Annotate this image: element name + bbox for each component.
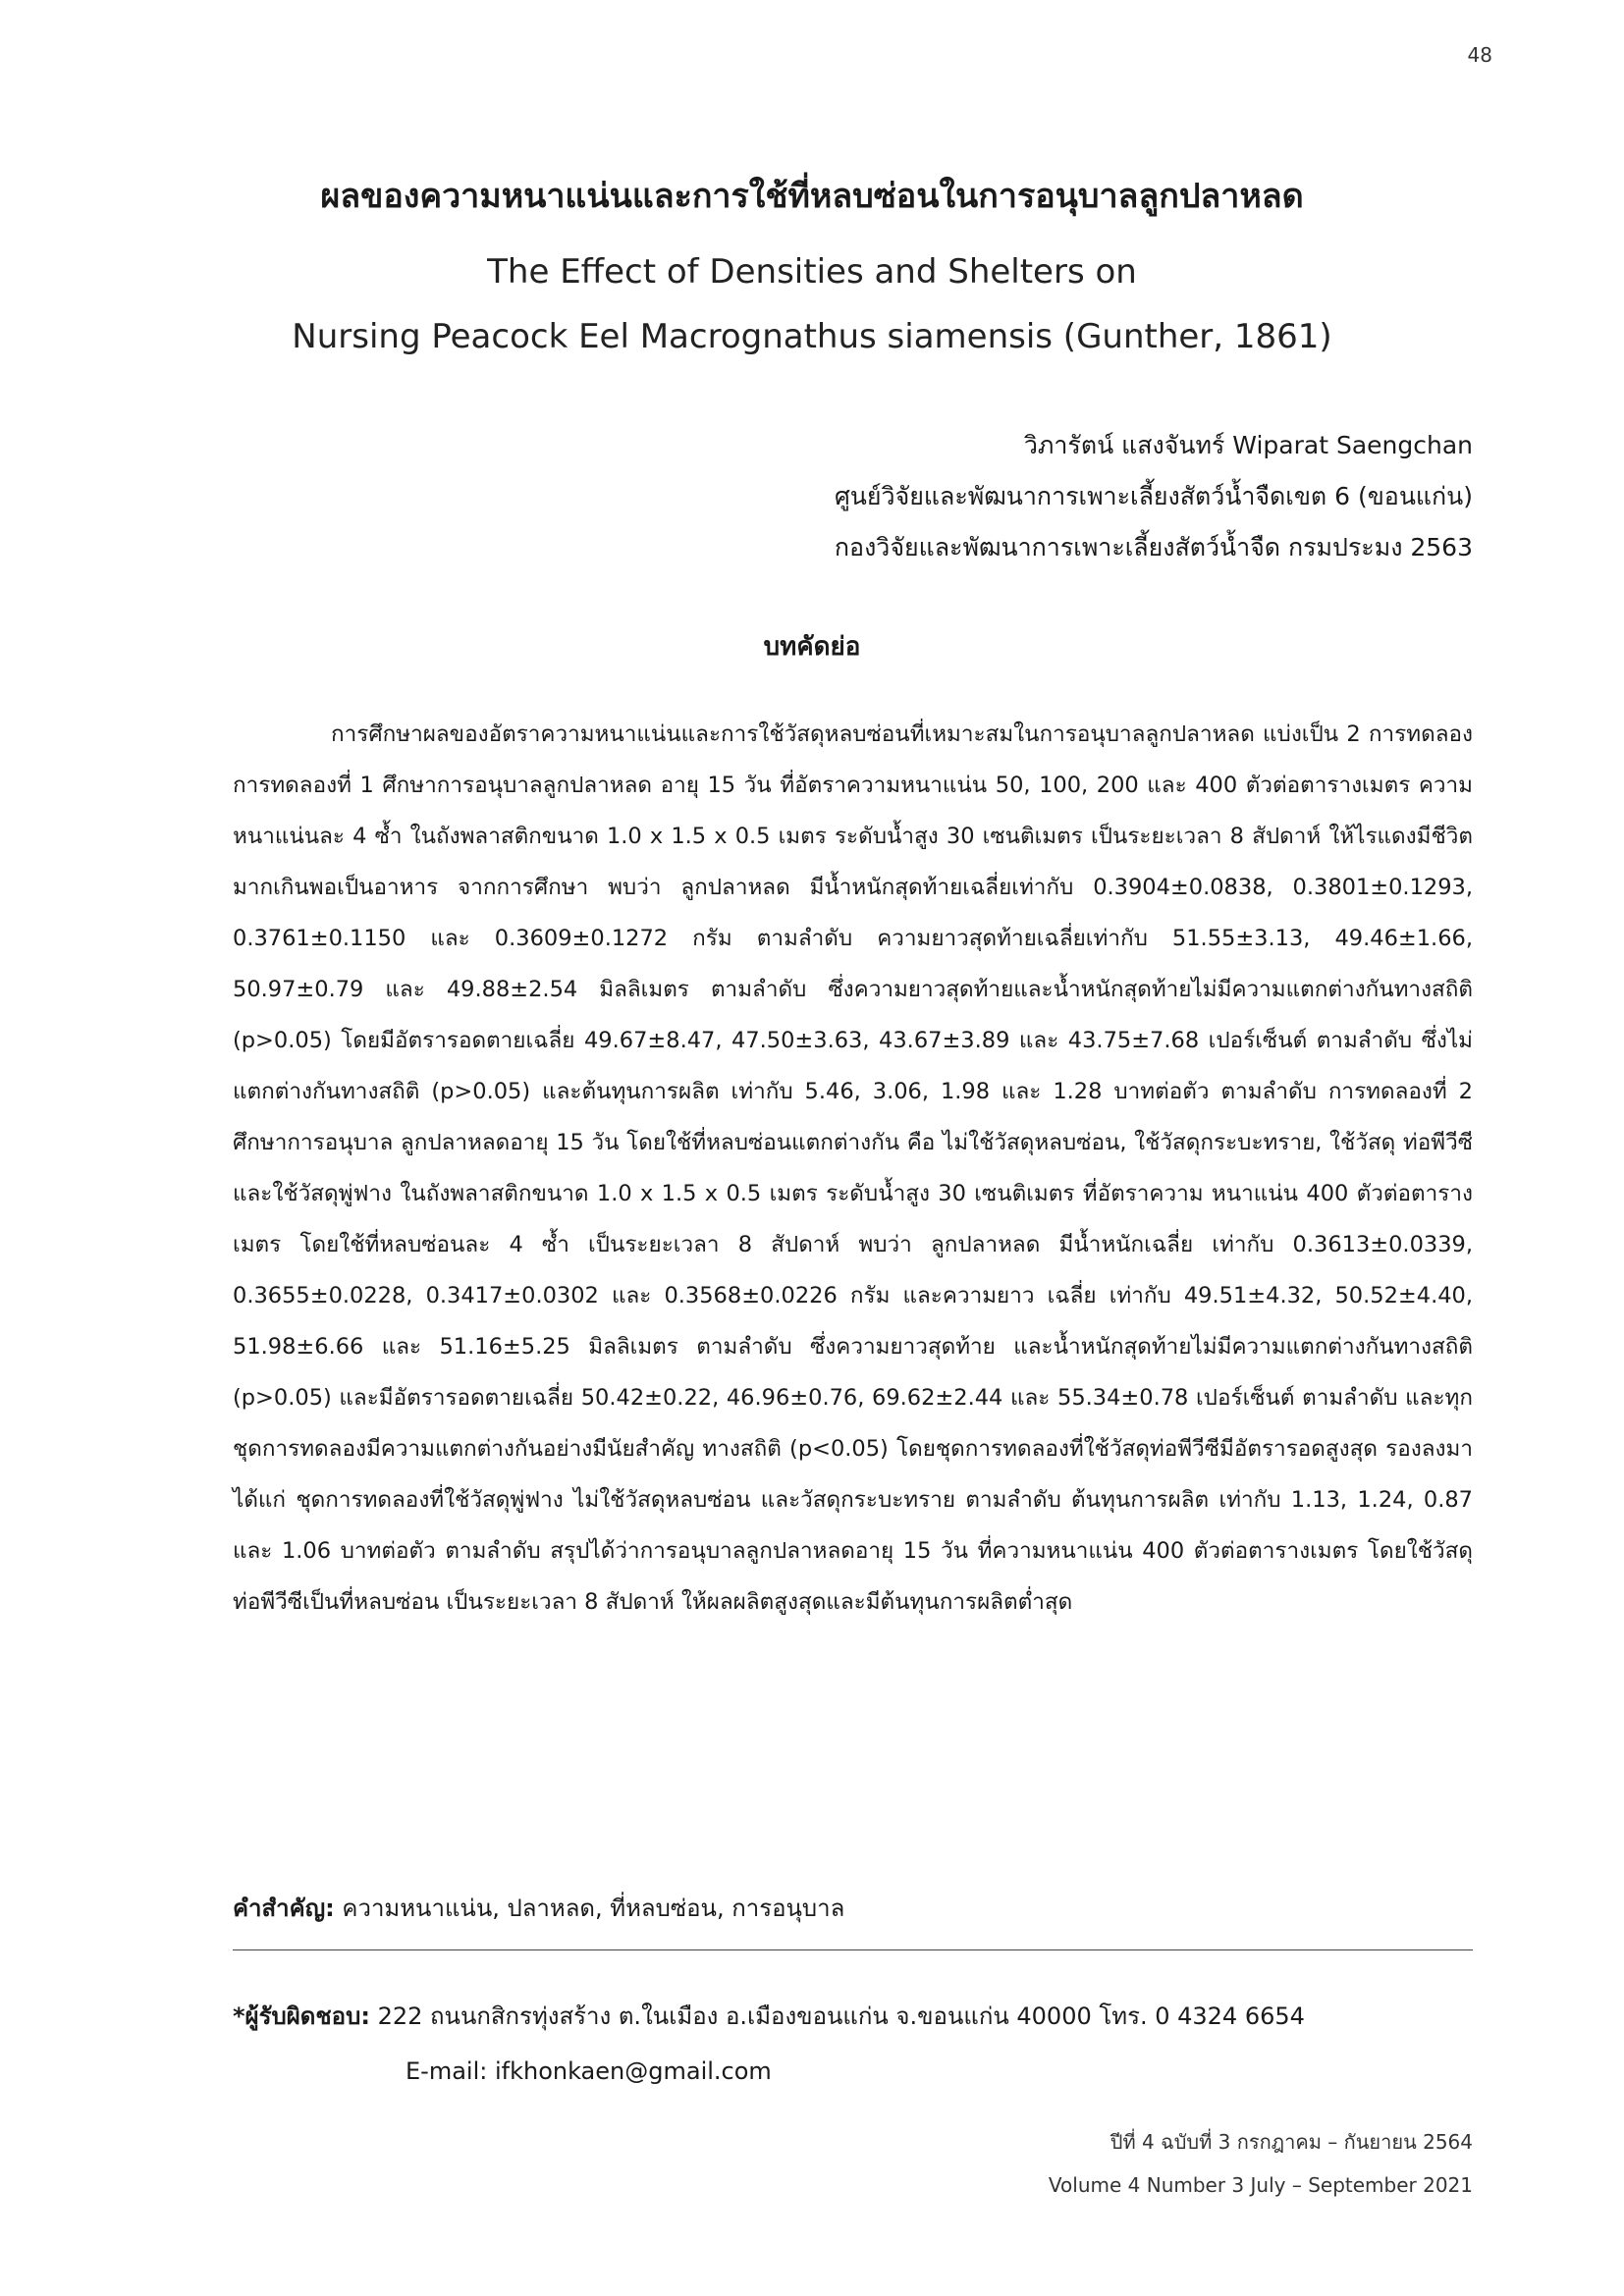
corresponding-label: *ผู้รับผิดชอบ: <box>233 2002 370 2030</box>
abstract-heading: บทคัดย่อ <box>763 632 861 662</box>
keywords-label: คำสำคัญ: <box>233 1895 335 1922</box>
corresponding-author <box>233 1989 1509 2099</box>
author-affiliation-2: กองวิจัยและพัฒนาการเพาะเลี้ยงสัตว์น้ำจืด กรมประมง 2563 <box>834 533 1473 561</box>
footer-thai: ปีที่ 4 ฉบับที่ 3 กรกฎาคม – กันยายน 2564 <box>1110 2130 1473 2154</box>
corresponding-address: 222 ถนนกสิกรทุ่งสร้าง ต.ในเมือง อ.เมืองขอนแก่น จ.ขอนแก่น 40000 โทร. 0 4324 6654 <box>377 2002 1305 2030</box>
title-block <box>177 175 1447 369</box>
author-block <box>589 420 1473 573</box>
footer-english: Volume 4 Number 3 July – September 2021 <box>1048 2173 1473 2197</box>
title-english-line2: Nursing Peacock Eel Macrognathus siamensis (Gunther, 1861) <box>292 317 1332 356</box>
author-affiliation-1: ศูนย์วิจัยและพัฒนาการเพาะเลี้ยงสัตว์น้ำจืดเขต 6 (ขอนแก่น) <box>834 482 1473 510</box>
footnote-divider <box>233 1949 1473 1950</box>
title-english-line1: The Effect of Densities and Shelters on <box>487 252 1137 292</box>
keywords-text: ความหนาแน่น, ปลาหลด, ที่หลบซ่อน, การอนุบาล <box>342 1895 845 1922</box>
journal-footer <box>884 2120 1473 2207</box>
author-name: วิภารัตน์ แสงจันทร์ Wiparat Saengchan <box>1023 431 1473 459</box>
corresponding-email: E-mail: ifkhonkaen@gmail.com <box>406 2057 772 2085</box>
page-number: 48 <box>1467 43 1492 67</box>
abstract-text: การศึกษาผลของอัตราความหนาแน่นและการใช้วัสดุหลบซ่อนที่เหมาะสมในการอนุบาลลูกปลาหลด แบ่งเป็น 2 การทดลอง การทดลองที่ 1 ศึกษาการอนุบาลลูกปลาหลด อายุ 15 วัน ที่อัตราความหนาแน่น 50, 100, 200 และ 400 ตัวต่อตารางเมตร ความหนาแน่นละ 4 ซ้ำ ในถังพลาสติกขนาด 1.0 x 1.5 x 0.5 เมตร ระดับน้ำสูง 30 เซนติเมตร เป็นระยะเวลา 8 สัปดาห์ ให้ไรแดงมีชีวิตมากเกินพอเป็นอาหาร จากการศึกษา พบว่า ลูกปลาหลด มีน้ำหนักสุดท้ายเฉลี่ยเท่ากับ 0.3904±0.0838, 0.3801±0.1293, 0.3761±0.1150 และ 0.3609±0.1272 กรัม ตามลำดับ ความยาวสุดท้ายเฉลี่ยเท่ากับ 51.55±3.13, 49.46±1.66, 50.97±0.79 และ 49.88±2.54 มิลลิเมตร ตามลำดับ ซึ่งความยาวสุดท้ายและน้ำหนักสุดท้ายไม่มีความแตกต่างกันทางสถิติ (p>0.05) โดยมีอัตรารอดตายเฉลี่ย 49.67±8.47, 47.50±3.63, 43.67±3.89 และ 43.75±7.68 เปอร์เซ็นต์ ตามลำดับ ซึ่งไม่แตกต่างกันทางสถิติ (p>0.05) และต้นทุนการผลิต เท่ากับ 5.46, 3.06, 1.98 และ 1.28 บาทต่อตัว ตามลำดับ การทดลองที่ 2 ศึกษาการอนุบาล ลูกปลาหลดอายุ 15 วัน โดยใช้ที่หลบซ่อนแตกต่างกัน คือ ไม่ใช้วัสดุหลบซ่อน, ใช้วัสดุกระบะทราย, ใช้วัสดุ ท่อพีวีซี และใช้วัสดุพู่ฟาง ในถังพลาสติกขนาด 1.0 x 1.5 x 0.5 เมตร ระดับน้ำสูง 30 เซนติเมตร ที่อัตราความ หนาแน่น 400 ตัวต่อตารางเมตร โดยใช้ที่หลบซ่อนละ 4 ซ้ำ เป็นระยะเวลา 8 สัปดาห์ พบว่า ลูกปลาหลด มีน้ำหนักเฉลี่ย เท่ากับ 0.3613±0.0339, 0.3655±0.0228, 0.3417±0.0302 และ 0.3568±0.0226 กรัม และความยาว เฉลี่ย เท่ากับ 49.51±4.32, 50.52±4.40, 51.98±6.66 และ 51.16±5.25 มิลลิเมตร ตามลำดับ ซึ่งความยาวสุดท้าย และน้ำหนักสุดท้ายไม่มีความแตกต่างกันทางสถิติ (p>0.05) และมีอัตรารอดตายเฉลี่ย 50.42±0.22, 46.96±0.76, 69.62±2.44 และ 55.34±0.78 เปอร์เซ็นต์ ตามลำดับ และทุกชุดการทดลองมีความแตกต่างกันอย่างมีนัยสำคัญ ทางสถิติ (p<0.05) โดยชุดการทดลองที่ใช้วัสดุท่อพีวีซีมีอัตรารอดสูงสุด รองลงมาได้แก่ ชุดการทดลองที่ใช้วัสดุพู่ฟาง ไม่ใช้วัสดุหลบซ่อน และวัสดุกระบะทราย ตามลำดับ ต้นทุนการผลิต เท่ากับ 1.13, 1.24, 0.87 และ 1.06 บาทต่อตัว ตามลำดับ สรุปได้ว่าการอนุบาลลูกปลาหลดอายุ 15 วัน ที่ความหนาแน่น 400 ตัวต่อตารางเมตร โดยใช้วัสดุ ท่อพีวีซีเป็นที่หลบซ่อน เป็นระยะเวลา 8 สัปดาห์ ให้ผลผลิตสูงสุดและมีต้นทุนการผลิตต่ำสุด <box>233 721 1473 1615</box>
title-thai: ผลของความหนาแน่นและการใช้ที่หลบซ่อนในการอนุบาลลูกปลาหลด <box>320 177 1304 216</box>
keywords <box>233 1889 1473 1928</box>
